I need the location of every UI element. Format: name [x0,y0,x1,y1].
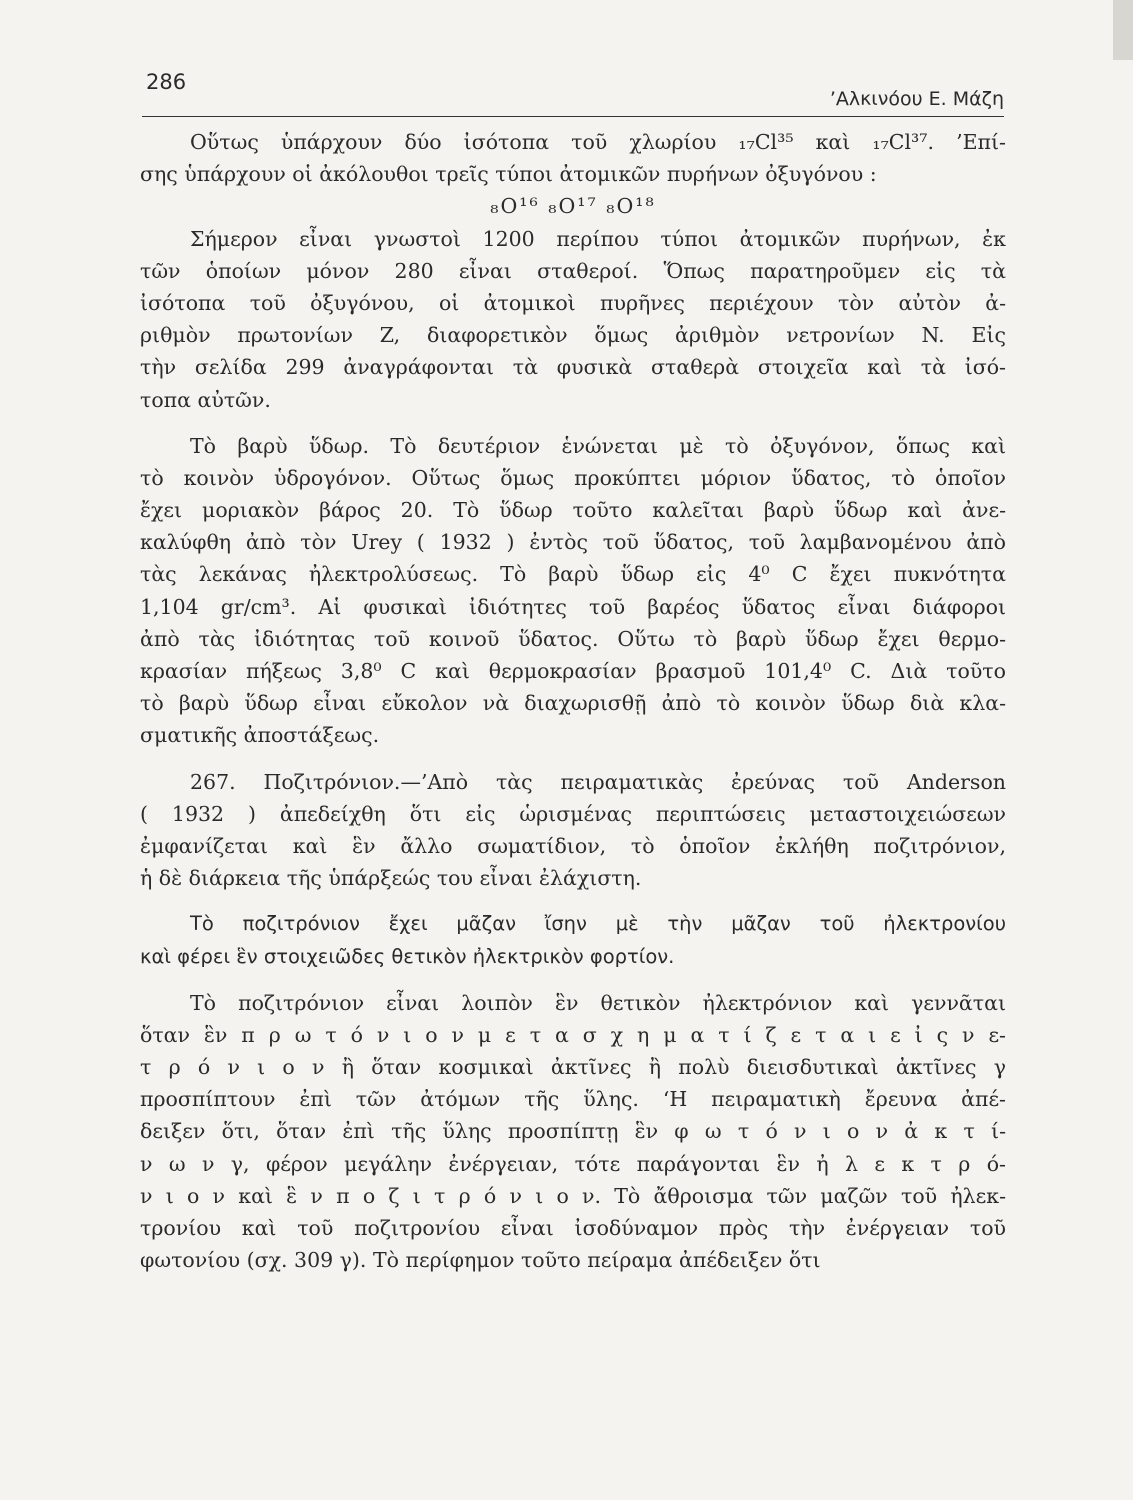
text-line: κρασίαν πήξεως 3,8⁰ C καὶ θερμοκρασίαν βρασμοῦ 101,4⁰ C. Διὰ τοῦτο [140,659,1006,683]
text-line: Οὕτως ὑπάρχουν δύο ἰσότοπα τοῦ χλωρίου ₁₇Cl³⁵ καὶ ₁₇Cl³⁷. ’Επί- [190,130,1006,154]
text-line: ἡ δὲ διάρκεια τῆς ὑπάρξεώς του εἶναι ἐλάχιστη. [140,866,642,891]
text-line: Τὸ ποζιτρόνιον εἶναι λοιπὸν ἓν θετικὸν ἠλεκτρόνιον καὶ γεννᾶται [190,990,1006,1015]
text-line: τρονίου καὶ τοῦ ποζιτρονίου εἶναι ἰσοδύναμον πρὸς τὴν ἐνέργειαν τοῦ [140,1216,1006,1240]
isotope-formulas: ₈O¹⁶ ₈O¹⁷ ₈O¹⁸ [490,194,656,219]
text-line: σματικῆς ἀποστάξεως. [140,723,380,748]
header-rule [142,116,1004,117]
text-line: καὶ φέρει ἓν στοιχειῶδες θετικὸν ἠλεκτρικὸν φορτίον. [140,944,675,968]
text-line: τὰς λεκάνας ἠλεκτρολύσεως. Τὸ βαρὺ ὕδωρ εἰς 4⁰ C ἔχει πυκνότητα [140,562,1006,587]
text-line: τῶν ὁποίων μόνον 280 εἶναι σταθεροί. Ὅπως παρατηροῦμεν εἰς τὰ [140,258,1006,283]
running-head: ’Αλκινόου Ε. Μάζη [829,88,1004,110]
text-line: ( 1932 ) ἀπεδείχθη ὅτι εἰς ὡρισμένας περιπτώσεις μεταστοιχειώσεων [140,801,1006,826]
page-number: 286 [146,70,187,94]
text-line: τὸ βαρὺ ὕδωρ εἶναι εὔκολον νὰ διαχωρισθῇ ἀπὸ τὸ κοινὸν ὕδωρ διὰ κλα- [140,691,1006,716]
text-line: ἀπὸ τὰς ἰδιότητας τοῦ κοινοῦ ὕδατος. Οὕτω τὸ βαρὺ ὕδωρ ἔχει θερμο- [140,626,1006,651]
text-line: ὅταν ἓν π ρ ω τ ό ν ι ο ν μ ε τ α σ χ η μ α τ ί ζ ε τ α ι ε ἰ ς ν ε- [140,1022,1006,1047]
text-line: Σήμερον εἶναι γνωστοὶ 1200 περίπου τύποι ἀτομικῶν πυρήνων, ἐκ [190,226,1006,251]
page-edge-shadow [1113,0,1133,60]
page-body [140,126,1006,1276]
text-line: Τὸ ποζιτρόνιον ἔχει μᾶζαν ἴσην μὲ τὴν μᾶζαν τοῦ ἠλεκτρονίου [190,912,1006,936]
text-line: τὸ κοινὸν ὑδρογόνον. Οὕτως ὅμως προκύπτει μόριον ὕδατος, τὸ ὁποῖον [140,465,1006,490]
text-line: Τὸ βαρὺ ὕδωρ. Τὸ δευτέριον ἑνώνεται μὲ τὸ ὀξυγόνον, ὅπως καὶ [190,433,1006,458]
text-line: τ ρ ό ν ι ο ν ἢ ὅταν κοσμικαὶ ἀκτῖνες ἢ πολὺ διεισδυτικαὶ ἀκτῖνες γ [140,1055,1006,1080]
text-line: ν ι ο ν καὶ ἓ ν π ο ζ ι τ ρ ό ν ι ο ν. Τὸ ἄθροισμα τῶν μαζῶν τοῦ ἠλεκ- [140,1183,1006,1208]
text-line: τοπα αὐτῶν. [140,387,271,412]
text-line: 1,104 gr/cm³. Αἱ φυσικαὶ ἰδιότητες τοῦ βαρέος ὕδατος εἶναι διάφοροι [140,594,1006,619]
text-line: ν ω ν γ, φέρον μεγάλην ἐνέργειαν, τότε παράγονται ἓν ἠ λ ε κ τ ρ ό- [140,1151,1006,1176]
text-line: ἔχει μοριακὸν βάρος 20. Τὸ ὕδωρ τοῦτο καλεῖται βαρὺ ὕδωρ καὶ ἀνε- [140,498,1006,523]
text-line: προσπίπτουν ἐπὶ τῶν ἀτόμων τῆς ὕλης. ‘Η πειραματικὴ ἔρευνα ἀπέ- [140,1087,1006,1112]
text-line: ριθμὸν πρωτονίων Z, διαφορετικὸν ὅμως ἀριθμὸν νετρονίων N. Εἰς [140,323,1006,348]
text-line: καλύφθη ἀπὸ τὸν Urey ( 1932 ) ἐντὸς τοῦ ὕδατος, τοῦ λαμβανομένου ἀπὸ [140,530,1006,555]
text-line: ἰσότοπα τοῦ ὀξυγόνου, οἱ ἀτομικοὶ πυρῆνες περιέχουν τὸν αὐτὸν ἀ- [140,290,1006,315]
page-header [142,64,1004,120]
text-line: 267. Ποζιτρόνιον.—’Απὸ τὰς πειραματικὰς ἐρεύνας τοῦ Anderson [190,769,1006,794]
text-line: φωτονίου (σχ. 309 γ). Τὸ περίφημον τοῦτο πείραμα ἀπέδειξεν ὅτι [140,1248,821,1273]
text-line: δειξεν ὅτι, ὅταν ἐπὶ τῆς ὕλης προσπίπτῃ ἓν φ ω τ ό ν ι ο ν ἀ κ τ ί- [140,1119,1006,1144]
text-line: τὴν σελίδα 299 ἀναγράφονται τὰ φυσικὰ σταθερὰ στοιχεῖα καὶ τὰ ἰσό- [140,355,1006,380]
text-line: ἐμφανίζεται καὶ ἓν ἄλλο σωματίδιον, τὸ ὁποῖον ἐκλήθη ποζιτρόνιον, [140,833,1006,858]
text-line: σης ὑπάρχουν οἱ ἀκόλουθοι τρεῖς τύποι ἀτομικῶν πυρήνων ὀξυγόνου : [140,162,877,187]
